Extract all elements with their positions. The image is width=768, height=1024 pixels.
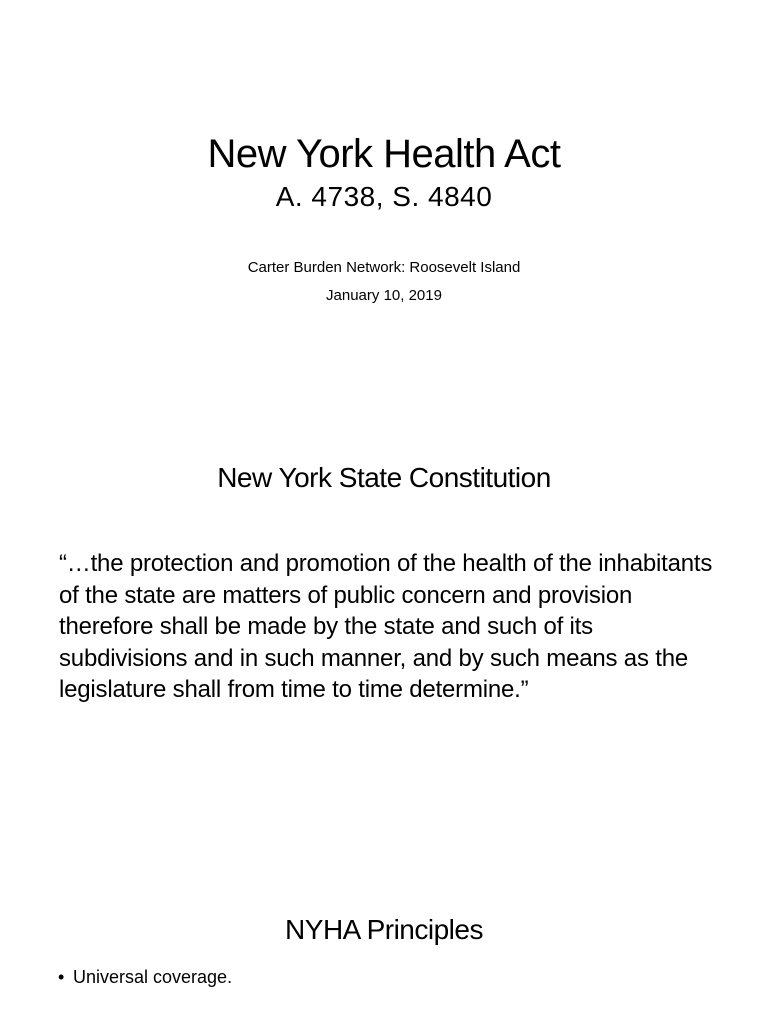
principles-heading: NYHA Principles (285, 914, 483, 945)
constitution-heading: New York State Constitution (217, 462, 551, 493)
organization-label: Carter Burden Network: Roosevelt Island (247, 259, 521, 276)
page-title: New York Health Act (207, 132, 561, 176)
principles-list (56, 964, 736, 1012)
list-item: • Universal coverage. (56, 964, 736, 990)
constitution-quote: “…the protection and promotion of the health of the inhabitants of the state are matters of public concern and provision therefore shall be made by the state and such of its subdivisions and in such manner, and by such means as the legislature shall from time to time determine.” (59, 550, 713, 703)
bill-numbers: A. 4738, S. 4840 (275, 181, 493, 212)
date-label: January 10, 2019 (326, 287, 442, 304)
